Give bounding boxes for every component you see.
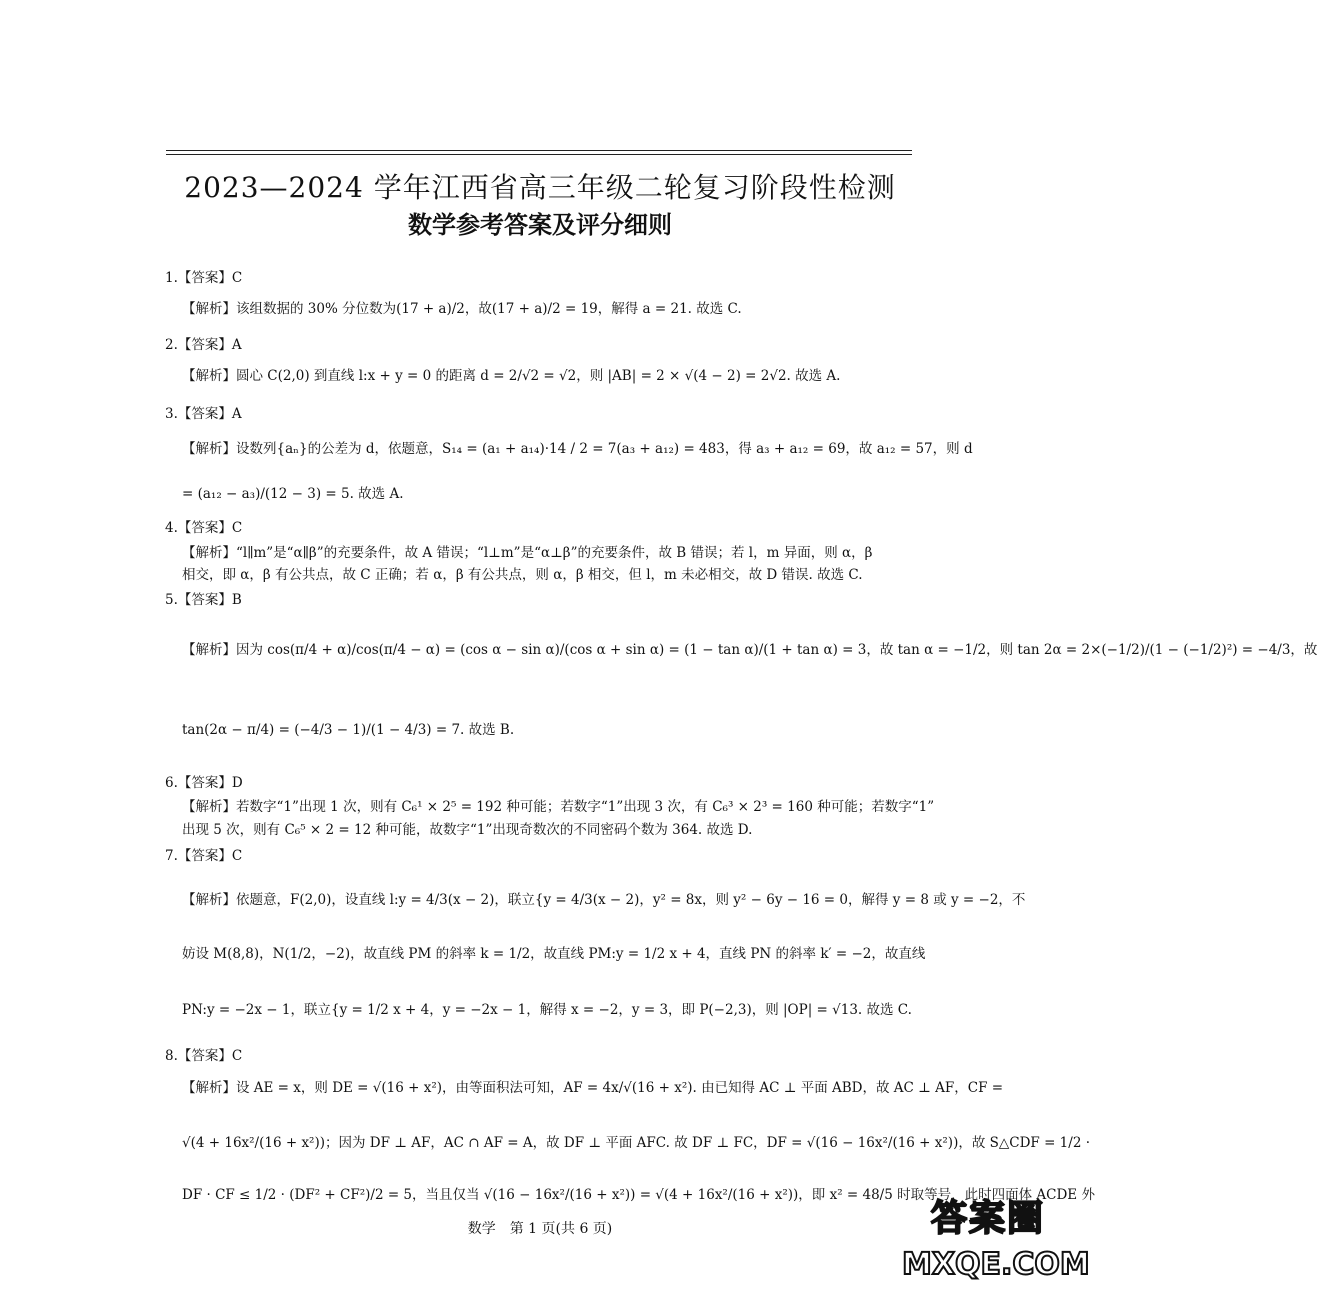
analysis-line: PN:y = −2x − 1，联立{y = 1/2 x + 4，y = −2x − 1，解得 x = −2，y = 3，即 P(−2,3)，则 |OP| = √13. 故选 C.: [182, 1002, 912, 1018]
answer-key-line: 8.【答案】C: [165, 1048, 243, 1064]
answer-key-line: 1.【答案】C: [165, 270, 243, 286]
analysis-line: 相交，即 α，β 有公共点，故 C 正确；若 α，β 有公共点，则 α，β 相交，但 l，m 未必相交，故 D 错误. 故选 C.: [182, 567, 863, 583]
analysis-line: 【解析】依题意，F(2,0)，设直线 l:y = 4/3(x − 2)，联立{y = 4/3(x − 2)，y² = 8x，则 y² − 6y − 16 = 0，解得 y = 8 或 y = −2，不: [182, 892, 1026, 908]
analysis-line: 【解析】该组数据的 30% 分位数为(17 + a)/2，故(17 + a)/2 = 19，解得 a = 21. 故选 C.: [182, 301, 742, 317]
header-rule: [166, 154, 912, 155]
analysis-line: 出现 5 次，则有 C₆⁵ × 2 = 12 种可能，故数字“1”出现奇数次的不同密码个数为 364. 故选 D.: [182, 822, 753, 838]
page-subtitle: 数学参考答案及评分细则: [408, 211, 672, 239]
answer-key-line: 4.【答案】C: [165, 520, 243, 536]
answer-key-line: 6.【答案】D: [165, 775, 243, 791]
analysis-line: 【解析】设数列{aₙ}的公差为 d，依题意，S₁₄ = (a₁ + a₁₄)·14 / 2 = 7(a₃ + a₁₂) = 483，得 a₃ + a₁₂ = 69，故 a₁₂ = 57，则 d: [182, 441, 973, 457]
analysis-line: DF · CF ≤ 1/2 · (DF² + CF²)/2 = 5，当且仅当 √(16 − 16x²/(16 + x²)) = √(4 + 16x²/(16 + x²))，即 x² = 48/5 时取等号，此时四面体 ACDE 外: [182, 1187, 1095, 1203]
watermark-bottom: MXQE.COM: [902, 1247, 1090, 1282]
analysis-line: √(4 + 16x²/(16 + x²))；因为 DF ⊥ AF，AC ∩ AF = A，故 DF ⊥ 平面 AFC. 故 DF ⊥ FC，DF = √(16 − 16x²/(16 + x²))，故 S△CDF = 1/2 ·: [182, 1135, 1090, 1151]
answer-key-line: 7.【答案】C: [165, 848, 243, 864]
analysis-line: = (a₁₂ − a₃)/(12 − 3) = 5. 故选 A.: [182, 486, 404, 502]
page-footer: 数学 第 1 页(共 6 页): [467, 1221, 613, 1237]
analysis-line: 【解析】因为 cos(π/4 + α)/cos(π/4 − α) = (cos α − sin α)/(cos α + sin α) = (1 − tan α)/(1 + tan α) = 3，故 tan α = −1/2，则 tan 2α = 2×(−1/2)/(1 − (−1/2)²) = −4/3，故: [182, 642, 1317, 658]
analysis-line: 妨设 M(8,8)，N(1/2，−2)，故直线 PM 的斜率 k = 1/2，故直线 PM:y = 1/2 x + 4，直线 PN 的斜率 k′ = −2，故直线: [182, 946, 926, 962]
header-rule: [166, 150, 912, 151]
watermark-top: 答案圈: [930, 1198, 1045, 1239]
analysis-line: tan(2α − π/4) = (−4/3 − 1)/(1 − 4/3) = 7. 故选 B.: [182, 722, 515, 738]
analysis-line: 【解析】“l∥m”是“α∥β”的充要条件，故 A 错误；“l⊥m”是“α⊥β”的充要条件，故 B 错误；若 l，m 异面，则 α，β: [182, 545, 873, 561]
analysis-line: 【解析】设 AE = x，则 DE = √(16 + x²)，由等面积法可知，AF = 4x/√(16 + x²). 由已知得 AC ⊥ 平面 ABD，故 AC ⊥ AF，CF =: [182, 1080, 1004, 1096]
answer-key-line: 5.【答案】B: [165, 592, 242, 608]
answer-key-line: 2.【答案】A: [165, 337, 242, 353]
watermark-logo: [902, 1196, 1090, 1286]
analysis-line: 【解析】圆心 C(2,0) 到直线 l:x + y = 0 的距离 d = 2/√2 = √2，则 |AB| = 2 × √(4 − 2) = 2√2. 故选 A.: [182, 368, 841, 384]
answer-key-line: 3.【答案】A: [165, 406, 242, 422]
analysis-line: 【解析】若数字“1”出现 1 次，则有 C₆¹ × 2⁵ = 192 种可能；若数字“1”出现 3 次，有 C₆³ × 2³ = 160 种可能；若数字“1”: [182, 799, 935, 815]
page-title: 2023—2024 学年江西省高三年级二轮复习阶段性检测: [184, 171, 896, 204]
